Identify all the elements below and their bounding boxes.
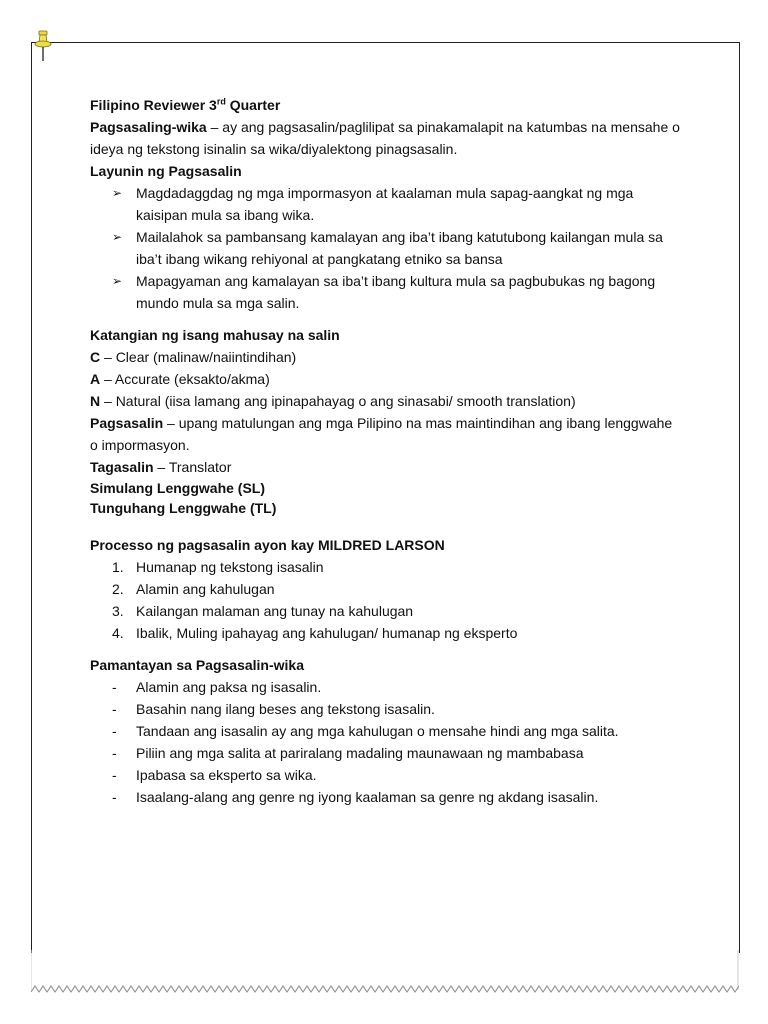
list-item: - Piliin ang mga salita at pariralang madaling maunawaan ng mambabasa bbox=[112, 745, 584, 761]
list-item: 2. Alamin ang kahulugan bbox=[112, 581, 275, 597]
list-item: 4. Ibalik, Muling ipahayag ang kahulugan/ humanap ng eksperto bbox=[112, 625, 518, 641]
document-title: Filipino Reviewer 3rd Quarter bbox=[90, 96, 281, 113]
list-item: - Tandaan ang isasalin ay ang mga kahulugan o mensahe hindi ang mga salita. bbox=[112, 723, 619, 739]
layunin-heading: Layunin ng Pagsasalin bbox=[90, 163, 242, 179]
torn-page-edge bbox=[31, 950, 739, 998]
list-item: - Ipabasa sa eksperto sa wika. bbox=[112, 767, 317, 783]
tagasalin-definition: Tagasalin – Translator bbox=[90, 459, 232, 475]
list-item: 3. Kailangan malaman ang tunay na kahulugan bbox=[112, 603, 414, 619]
list-item: ➢ Mailalahok sa pambansang kamalayan ang iba’t ibang katutubong kailangan mula sa iba’t ibang wikang rehiyonal at pangkatang etniko sa bansa bbox=[136, 226, 680, 270]
document-body bbox=[90, 94, 680, 808]
katangian-item-n: N – Natural (iisa lamang ang ipinapahayag o ang sinasabi/ smooth translation) bbox=[90, 393, 576, 409]
pushpin-icon bbox=[32, 30, 54, 64]
tunguhang-lenggwahe: Tunguhang Lenggwahe (TL) bbox=[90, 500, 277, 516]
list-item: - Isaalang-alang ang genre ng iyong kaalaman sa genre ng akdang isasalin. bbox=[112, 789, 599, 805]
definition-text: – ay ang pagsasalin/paglilipat sa pinakamalapit na katumbas na mensahe o ideya ng tekstong isinalin sa wika/diyalektong pinagsasalin. bbox=[90, 119, 680, 157]
proseso-heading: Processo ng pagsasalin ayon kay MILDRED LARSON bbox=[90, 537, 445, 553]
definition-paragraph bbox=[90, 116, 680, 160]
pagsasalin-definition: Pagsasalin – upang matulungan ang mga Pilipino na mas maintindihan ang ibang lenggwahe o impormasyon. bbox=[90, 415, 673, 453]
layunin-list bbox=[90, 182, 680, 314]
simulang-lenggwahe: Simulang Lenggwahe (SL) bbox=[90, 480, 266, 496]
pamantayan-list bbox=[90, 676, 680, 808]
list-item: ➢ Mapagyaman ang kamalayan sa iba’t ibang kultura mula sa pagbubukas ng bagong mundo mula sa mga salin. bbox=[136, 270, 680, 314]
arrow-bullet-icon: ➢ bbox=[112, 274, 123, 288]
arrow-bullet-icon: ➢ bbox=[112, 230, 123, 244]
arrow-bullet-icon: ➢ bbox=[112, 186, 123, 200]
list-item: - Alamin ang paksa ng isasalin. bbox=[112, 679, 322, 695]
proseso-list bbox=[90, 556, 680, 644]
list-item: ➢ Magdadaggdag ng mga impormasyon at kaalaman mula sapag-aangkat ng mga kaisipan mula sa ibang wika. bbox=[136, 182, 680, 226]
list-item: 1. Humanap ng tekstong isasalin bbox=[112, 559, 324, 575]
katangian-item-a: A – Accurate (eksakto/akma) bbox=[90, 371, 270, 387]
katangian-item-c: C – Clear (malinaw/naiintindihan) bbox=[90, 349, 297, 365]
katangian-heading: Katangian ng isang mahusay na salin bbox=[90, 327, 340, 343]
list-item: - Basahin nang ilang beses ang tekstong isasalin. bbox=[112, 701, 435, 717]
pamantayan-heading: Pamantayan sa Pagsasalin-wika bbox=[90, 657, 304, 673]
definition-term: Pagsasaling-wika bbox=[90, 119, 207, 135]
